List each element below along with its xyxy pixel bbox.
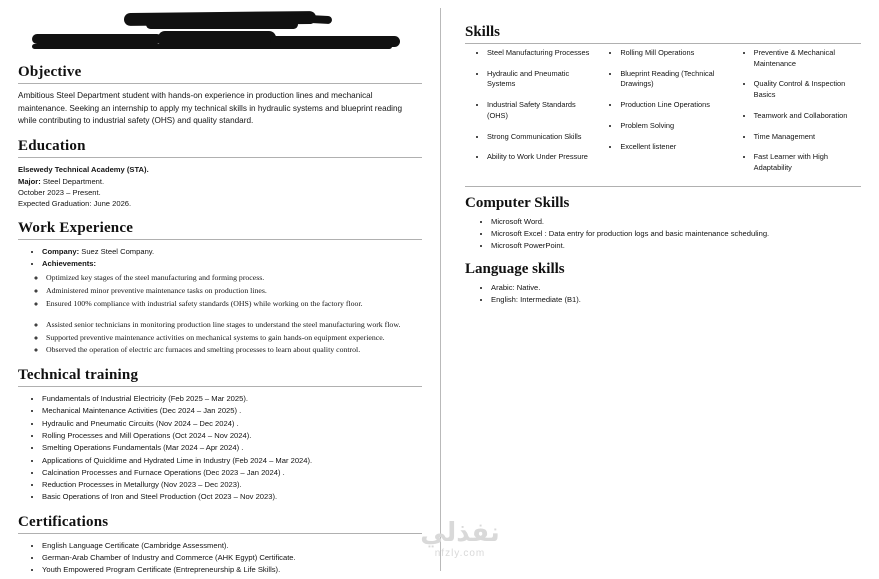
- work-achievements-list-secondary: [18, 319, 422, 357]
- skills-column-2: [598, 48, 727, 184]
- list-item: • Applications of Quicklime and Hydrated Lime in Industry (Feb 2024 – Mar 2024).: [42, 455, 422, 467]
- list-item: • Preventive & Mechanical Maintenance: [754, 48, 861, 69]
- resume-right-column: [441, 0, 879, 579]
- list-item: • Microsoft Word.: [491, 216, 861, 228]
- redacted-header-block: [18, 10, 422, 54]
- section-divider: [18, 386, 422, 387]
- redaction-bar: [32, 34, 162, 44]
- section-divider: [18, 83, 422, 84]
- list-item: • Excellent listener: [620, 142, 727, 153]
- list-item: • Rolling Mill Operations: [620, 48, 727, 59]
- watermark-arabic-text: نفذلي: [420, 518, 500, 548]
- list-item: • Ability to Work Under Pressure: [487, 152, 594, 163]
- list-item: • English: Intermediate (B1).: [491, 294, 861, 306]
- list-item: • Rolling Processes and Mill Operations (Oct 2024 – Nov 2024).: [42, 430, 422, 442]
- list-item: • Microsoft PowerPoint.: [491, 240, 861, 252]
- work-achievements-label: Achievements:: [42, 258, 97, 268]
- list-item: • Microsoft Excel : Data entry for production logs and basic maintenance scheduling.: [491, 228, 861, 240]
- section-divider: [465, 43, 861, 44]
- list-item: ◦ Observed the operation of electric arc furnaces and smelting processes to learn about quality control.: [46, 344, 422, 357]
- section-divider: [465, 186, 861, 187]
- skills-grid: [465, 48, 861, 184]
- list-item: • Calcination Processes and Furnace Operations (Dec 2023 – Jan 2024) .: [42, 467, 422, 479]
- work-achievements: [42, 258, 422, 270]
- list-item: • Problem Solving: [620, 121, 727, 132]
- list-item: • Hydraulic and Pneumatic Circuits (Nov 2024 – Dec 2024) .: [42, 418, 422, 430]
- education-school-name: Elsewedy Technical Academy (STA).: [18, 165, 149, 175]
- education-major-label: Major:: [18, 176, 41, 186]
- section-heading-work-experience: Work Experience: [18, 219, 134, 236]
- section-heading-computer-skills: Computer Skills: [465, 194, 570, 211]
- list-item: • English Language Certificate (Cambridge Assessment).: [42, 540, 422, 552]
- list-item: • Quality Control & Inspection Basics: [754, 79, 861, 100]
- list-item: • Industrial Safety Standards (OHS): [487, 100, 594, 121]
- list-item: • Arabic: Native.: [491, 282, 861, 294]
- list-item: • Strong Communication Skills: [487, 132, 594, 143]
- list-item: ◦ Ensured 100% compliance with industrial safety standards (OHS) while working on the factory floor.: [46, 298, 422, 311]
- section-heading-technical-training: Technical training: [18, 367, 139, 384]
- section-heading-skills: Skills: [465, 24, 501, 40]
- certifications-list: [18, 540, 422, 577]
- list-item: • German-Arab Chamber of Industry and Commerce (AHK Egypt) Certificate.: [42, 552, 422, 564]
- list-item: • Basic Operations of Iron and Steel Production (Oct 2023 – Nov 2023).: [42, 491, 422, 503]
- list-item: • Hydraulic and Pneumatic Systems: [487, 69, 594, 90]
- education-expected-graduation: Expected Graduation: June 2026.: [18, 199, 132, 209]
- education-major: [18, 176, 422, 187]
- education-dates: October 2023 – Present.: [18, 187, 101, 197]
- work-company-label: Company:: [42, 246, 80, 256]
- list-item: ◦ Optimized key stages of the steel manufacturing and forming process.: [46, 272, 422, 285]
- education-school: [18, 164, 422, 175]
- work-company-value: Suez Steel Company.: [81, 246, 155, 256]
- section-heading-education: Education: [18, 138, 86, 155]
- work-company: [42, 246, 422, 258]
- list-item: • Youth Empowered Program Certificate (Entrepreneurship & Life Skills).: [42, 564, 422, 576]
- list-item: • Fast Learner with High Adaptability: [754, 152, 861, 173]
- section-heading-certifications: Certifications: [18, 513, 109, 530]
- education-major-value: Steel Department.: [42, 176, 105, 186]
- list-item: • Blueprint Reading (Technical Drawings): [620, 69, 727, 90]
- list-item: • Steel Manufacturing Processes: [487, 48, 594, 59]
- objective-text: Ambitious Steel Department student with hands-on experience in production lines and mechanical maintenance. Seeking an internship to apply my technical skills in hydraulic systems and blueprint reading while contributing to industrial safety (OHS) and quality standard.: [18, 91, 403, 126]
- work-experience-list: [18, 246, 422, 271]
- computer-skills-list: [465, 216, 861, 253]
- section-heading-objective: Objective: [18, 64, 82, 80]
- list-item: • Production Line Operations: [620, 100, 727, 111]
- section-heading-language-skills: Language skills: [465, 260, 565, 277]
- list-item: • Mechanical Maintenance Activities (Dec 2024 – Jan 2025) .: [42, 405, 422, 417]
- redaction-bar: [146, 20, 298, 29]
- section-divider: [18, 157, 422, 158]
- work-achievements-list: [18, 272, 422, 310]
- list-item: • Fundamentals of Industrial Electricity (Feb 2025 – Mar 2025).: [42, 393, 422, 405]
- section-divider: [18, 239, 422, 240]
- list-item: ◦ Assisted senior technicians in monitoring production line stages to understand the steel manufacturing work flow.: [46, 319, 422, 332]
- skills-column-3: [732, 48, 861, 184]
- technical-training-list: [18, 393, 422, 504]
- list-item: • Reduction Processes in Metallurgy (Nov 2023 – Dec 2023).: [42, 479, 422, 491]
- list-item: ◦ Supported preventive maintenance activities on mechanical systems to gain hands-on equipment experience.: [46, 332, 422, 345]
- list-item: • Teamwork and Collaboration: [754, 111, 861, 122]
- spacer: [18, 312, 422, 318]
- section-divider: [18, 533, 422, 534]
- list-item: ◦ Administered minor preventive maintenance tasks on production lines.: [46, 285, 422, 298]
- skills-column-1: [465, 48, 594, 184]
- language-skills-list: [465, 282, 861, 307]
- redaction-bar: [32, 44, 392, 49]
- list-item: • Smelting Operations Fundamentals (Mar 2024 – Apr 2024) .: [42, 442, 422, 454]
- watermark-latin-text: nfzly.com: [434, 548, 486, 559]
- list-item: • Time Management: [754, 132, 861, 143]
